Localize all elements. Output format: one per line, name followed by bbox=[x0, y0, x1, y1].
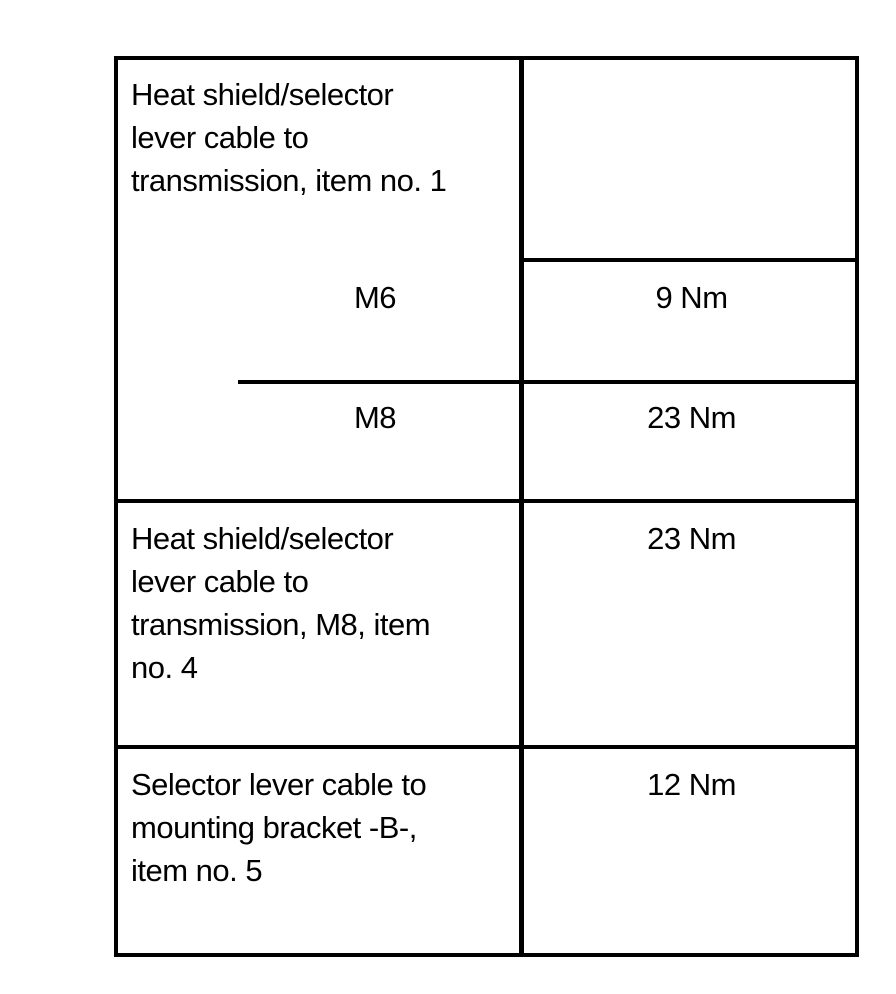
row-divider-1 bbox=[114, 499, 859, 503]
row-divider-value-column bbox=[523, 258, 859, 262]
column-divider bbox=[519, 56, 524, 957]
row-1-sub-1-size: M6 bbox=[353, 280, 397, 315]
row-1-sub-2-size: M8 bbox=[353, 400, 397, 435]
row-3-description: Selector lever cable to mounting bracket -B-, item no. 5 bbox=[131, 767, 427, 888]
row-1-sub-1-torque: 9 Nm bbox=[655, 280, 728, 315]
row-divider-sub-size bbox=[238, 380, 859, 384]
row-1-sub-2-torque: 23 Nm bbox=[647, 400, 736, 435]
row-2-torque: 23 Nm bbox=[647, 521, 736, 556]
row-2-description: Heat shield/selector lever cable to transmission, M8, item no. 4 bbox=[131, 521, 431, 685]
row-divider-2 bbox=[114, 745, 859, 749]
row-1-description: Heat shield/selector lever cable to transmission, item no. 1 bbox=[131, 77, 447, 198]
row-3-torque: 12 Nm bbox=[647, 767, 736, 802]
